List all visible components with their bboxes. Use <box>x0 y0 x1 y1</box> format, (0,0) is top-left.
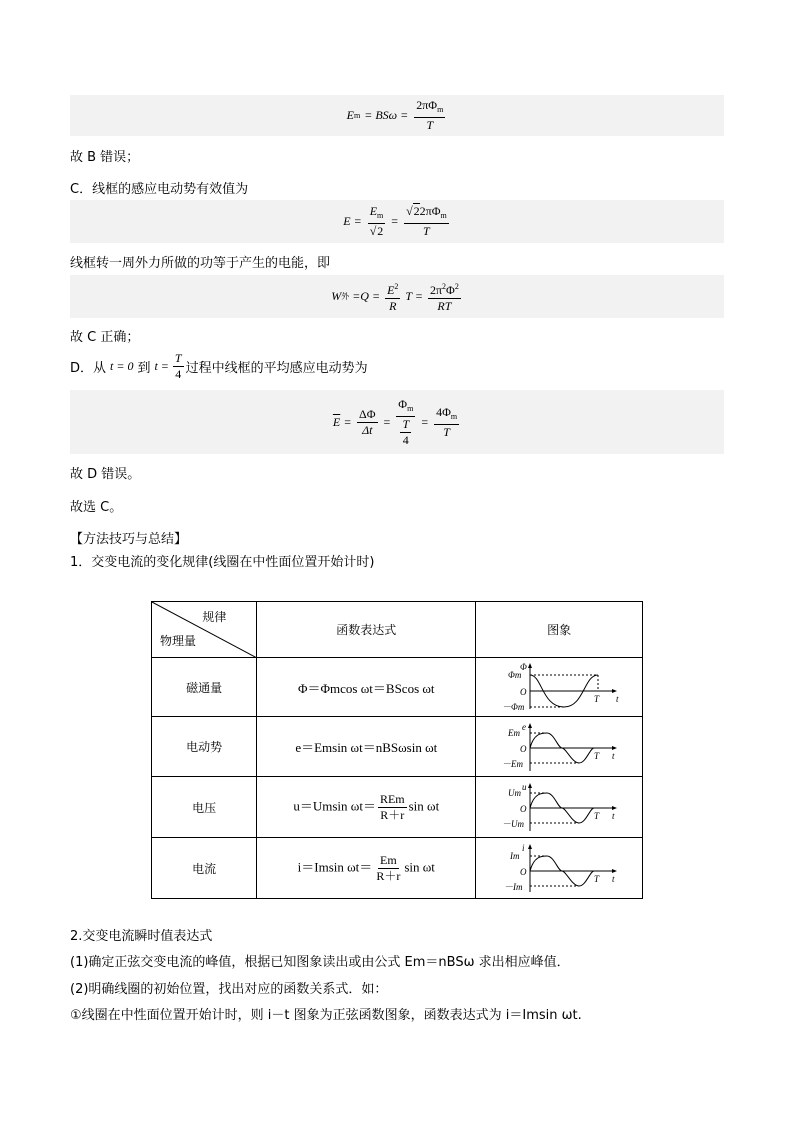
graph-sin-e <box>494 721 624 773</box>
svg-text:T: T <box>594 874 600 884</box>
svg-text:－Im: －Im <box>504 882 523 892</box>
formula-box-peak-emf <box>70 95 724 136</box>
formula-effective-emf: E = $\frac{E_m}{√2}$ = $\frac{√22\pi\Phi_m}{T}$ <box>343 204 447 238</box>
formula-average-emf: $\overline{E}$ = $\frac{\Delta\Phi}{\Delta t}$ = $\frac{\Phi_m}{\frac{T}{4}}$ = $\frac{4\Phi_m}{T}$ <box>332 396 458 447</box>
text-item1: 1．交变电流的变化规律(线圈在中性面位置开始计时) <box>70 555 375 570</box>
svg-text:e: e <box>522 721 527 732</box>
svg-text:Im: Im <box>510 851 520 861</box>
table-header-expr: 函数表达式 <box>257 602 476 658</box>
table-header-diagonal: 规律 物理量 <box>152 602 257 658</box>
text-c-right: 故 C 正确； <box>70 330 140 345</box>
svg-text:O: O <box>520 743 527 754</box>
table-row: 磁通量 Φ＝Φmcos ωt＝BScos ωt Φ Φm O －Φm T t <box>152 658 643 717</box>
svg-text:T: T <box>594 750 600 761</box>
graph-cos <box>494 661 624 713</box>
svg-text:Em: Em <box>508 727 521 738</box>
symbol-E: E <box>346 108 355 122</box>
svg-text:O: O <box>520 804 527 814</box>
ac-law-table <box>151 601 643 899</box>
fraction-2piphi-over-T: $\frac{2\pi\Phi_m}{T}$ <box>416 98 444 132</box>
text-item2: 2.交变电流瞬时值表达式 <box>70 929 213 944</box>
formula-mid: = BSω = <box>364 108 409 122</box>
fraction-Em-over-sqrt2: $\frac{E_m}{√2}$ <box>369 204 384 238</box>
fraction-4phim-over-T: $\frac{4\Phi_m}{T}$ <box>436 404 458 439</box>
svg-text:O: O <box>520 867 527 877</box>
formula-box-effective-emf <box>70 200 724 243</box>
svg-text:Φ: Φ <box>520 662 527 672</box>
table-header-graph: 图象 <box>476 602 643 658</box>
svg-text:t: t <box>616 694 619 704</box>
fraction-phim-over-T4: $\frac{\Phi_m}{\frac{T}{4}}$ <box>398 396 414 447</box>
svg-text:t: t <box>612 874 615 884</box>
table-row: 电动势 e＝Emsin ωt＝nBSωsin ωt e Em O －Em T t <box>152 717 643 777</box>
fraction-sqrt2piphi-over-T: $\frac{√22\pi\Phi_m}{T}$ <box>406 204 447 238</box>
formula-box-work <box>70 275 724 318</box>
svg-text:t: t <box>612 811 615 821</box>
formula-work: W 外 =Q = $\frac{E^2}{R}$ T = $\frac{2\pi^2\Phi^2}{RT}$ <box>331 282 459 313</box>
text-c-intro: C．线框的感应电动势有效值为 <box>70 182 249 197</box>
svg-text:i: i <box>522 843 525 853</box>
fraction-E2-over-R: $\frac{E^2}{R}$ <box>387 282 399 313</box>
formula-peak-emf: E m = BSω = $\frac{2\pi\Phi_m}{T}$ <box>346 98 444 132</box>
text-choose-c: 故选 C。 <box>70 500 123 515</box>
fraction-dphi-over-dt: $\frac{\Delta\Phi}{\Delta t}$ <box>359 406 376 437</box>
svg-text:T: T <box>594 811 600 821</box>
svg-text:Φm: Φm <box>508 670 522 680</box>
text-item2-1: (1)确定正弦交变电流的峰值，根据已知图象读出或由公式 Em＝nBSω 求出相应峰值． <box>70 955 570 970</box>
graph-sin-u <box>494 781 624 833</box>
svg-text:O: O <box>520 687 527 697</box>
svg-text:－Um: －Um <box>502 819 525 829</box>
text-work-intro: 线框转一周外力所做的功等于产生的电能，即 <box>70 256 331 271</box>
svg-text:T: T <box>594 694 600 704</box>
formula-box-average-emf <box>70 390 724 454</box>
text-b-wrong: 故 B 错误； <box>70 150 140 165</box>
svg-text:－Φm: －Φm <box>502 702 525 712</box>
text-d-intro: D．从 t = 0 到 t = $\frac{T}{4}$ 过程中线框的平均感应电动势为 <box>70 351 368 381</box>
table-row: 电压 u＝Umsin ωt＝ $\frac{\text{REm}}{R+r}$ sin ωt u Um O －Um T t <box>152 777 643 838</box>
table-row: 电流 i＝Imsin ωt＝ $\frac{Em}{R+r}$ sin ωt i Im O －Im T t <box>152 838 643 899</box>
svg-text:u: u <box>522 782 527 792</box>
svg-text:t: t <box>612 750 615 761</box>
text-item2-3: ①线圈在中性面位置开始计时，则 i－t 图象为正弦函数图象，函数表达式为 i＝Imsin ωt. <box>70 1008 582 1023</box>
text-item2-2: (2)明确线圈的初始位置，找出对应的函数关系式．如： <box>70 982 388 997</box>
text-d-wrong: 故 D 错误。 <box>70 467 141 482</box>
svg-text:－Em: －Em <box>502 758 524 769</box>
fraction-2pi2phi2-over-RT: $\frac{2\pi^2\Phi^2}{RT}$ <box>429 282 459 313</box>
graph-sin-i <box>494 842 624 894</box>
section-title-method: 【方法技巧与总结】 <box>70 532 188 547</box>
svg-text:Um: Um <box>508 788 522 798</box>
